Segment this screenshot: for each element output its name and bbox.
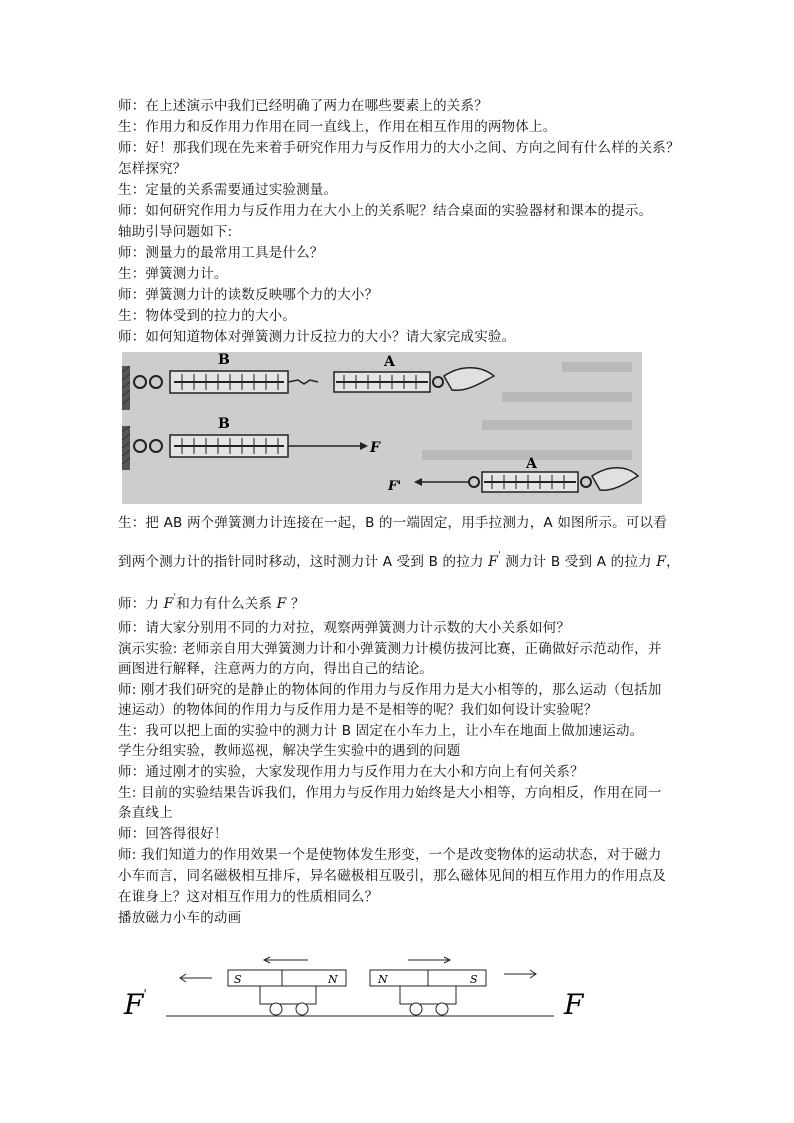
symbol-f: F <box>656 554 667 570</box>
text-line: 速运动）的物体间的作用力与反作用力是不是相等的呢？我们如何设计实验呢？ <box>118 702 598 718</box>
text-line: 生: 目前的实验结果告诉我们，作用力与反作用力始终是大小相等，方向相反，作用在同一 <box>118 785 662 801</box>
text-line: 学生分组实验，教师巡视，解决学生实验中的遇到的问题 <box>118 743 461 759</box>
label-f-prime-left: F' <box>124 987 147 1021</box>
magnet-cart-diagram <box>118 950 608 1030</box>
label-left-n: N <box>328 973 338 986</box>
text-line: 师：请大家分别用不同的力对拉，观察两弹簧测力计示数的大小关系如何？ <box>118 620 571 636</box>
text-line-with-symbols <box>118 588 305 614</box>
text-line: 师：通过刚才的实验，大家发现作用力与反作用力在大小和方向上有何关系？ <box>118 764 584 780</box>
text-segment: 师：力 <box>118 596 160 612</box>
magnet-cart-illustration <box>118 950 608 1030</box>
text-line: 轴助引导问题如下: <box>118 224 233 240</box>
text-line: 师：在上述演示中我们已经明确了两力在哪些要素上的关系？ <box>118 98 488 114</box>
label-f-mid: F <box>370 440 380 456</box>
symbol-f: F <box>276 596 287 612</box>
text-line: 生：把 AB 两个弹簧测力计连接在一起，B 的一端固定，用手拉测力，A 如图所示。可以看 <box>118 515 667 531</box>
label-right-n: N <box>378 973 388 986</box>
text-line: 师：弹簧测力计的读数反映哪个力的大小？ <box>118 287 379 303</box>
text-line-with-symbols <box>118 546 680 572</box>
label-right-s: S <box>470 973 478 986</box>
text-segment: 和力有什么关系 <box>176 596 273 612</box>
text-line: 师：如何研究作用力与反作用力在大小上的关系呢？结合桌面的实验器材和课本的提示。 <box>118 203 653 219</box>
text-segment: 到两个测力计的指针同时移动，这时测力计 A 受到 B 的拉力 <box>118 554 484 570</box>
symbol-f-prime: F' <box>163 593 177 612</box>
label-a-bottom: A <box>526 456 537 472</box>
label-b-top: B <box>218 352 230 368</box>
label-f-right: F <box>564 988 584 1021</box>
text-line: 师: 我们知道力的作用效果一个是使物体发生形变，一个是改变物体的运动状态，对于磁力 <box>118 847 662 863</box>
text-segment: 测力计 B 受到 A 的拉力 <box>505 554 652 570</box>
text-line: 小车而言，同名磁极相互排斥，异名磁极相互吸引，那么磁体见间的相互作用力的作用点及 <box>118 868 666 884</box>
text-line: 师：回答得很好！ <box>118 826 228 842</box>
spring-scale-photo <box>122 352 642 504</box>
text-line: 怎样探究？ <box>118 161 187 177</box>
text-line: 生：作用力和反作用力作用在同一直线上，作用在相互作用的两物体上。 <box>118 119 557 135</box>
text-line: 播放磁力小车的动画 <box>118 910 242 926</box>
label-a-top: A <box>384 354 395 370</box>
spring-scale-illustration <box>122 352 642 504</box>
text-line: 师：好！那我们现在先来着手研究作用力与反作用力的大小之间、方向之间有什么样的关系？ <box>118 140 680 156</box>
text-line: 生：定量的关系需要通过实验测量。 <box>118 182 338 198</box>
text-segment: ， <box>666 554 680 570</box>
label-f-prime: F' <box>388 479 402 494</box>
text-line: 生：弹簧测力计。 <box>118 266 228 282</box>
text-segment: ？ <box>291 596 305 612</box>
text-line: 在谁身上？这对相互作用力的性质相同么？ <box>118 889 379 905</box>
text-line: 演示实验: 老师亲自用大弹簧测力计和小弹簧测力计模仿拔河比赛，正确做好示范动作，并 <box>118 641 662 657</box>
text-line: 生：物体受到的拉力的大小。 <box>118 308 297 324</box>
text-line: 师: 刚才我们研究的是静止的物体间的作用力与反作用力是大小相等的，那么运动（包括加 <box>118 682 662 698</box>
label-left-s: S <box>234 973 242 986</box>
text-line: 画图进行解释，注意两力的方向，得出自己的结论。 <box>118 661 434 677</box>
text-line: 生：我可以把上面的实验中的测力计 B 固定在小车力上，让小车在地面上做加速运动。 <box>118 723 644 739</box>
symbol-f-prime: F' <box>488 551 501 570</box>
text-line: 师：如何知道物体对弹簧测力计反拉力的大小？请大家完成实验。 <box>118 329 516 345</box>
text-line: 条直线上 <box>118 805 173 821</box>
text-line: 师：测量力的最常用工具是什么？ <box>118 245 324 261</box>
label-b-mid: B <box>218 416 230 432</box>
